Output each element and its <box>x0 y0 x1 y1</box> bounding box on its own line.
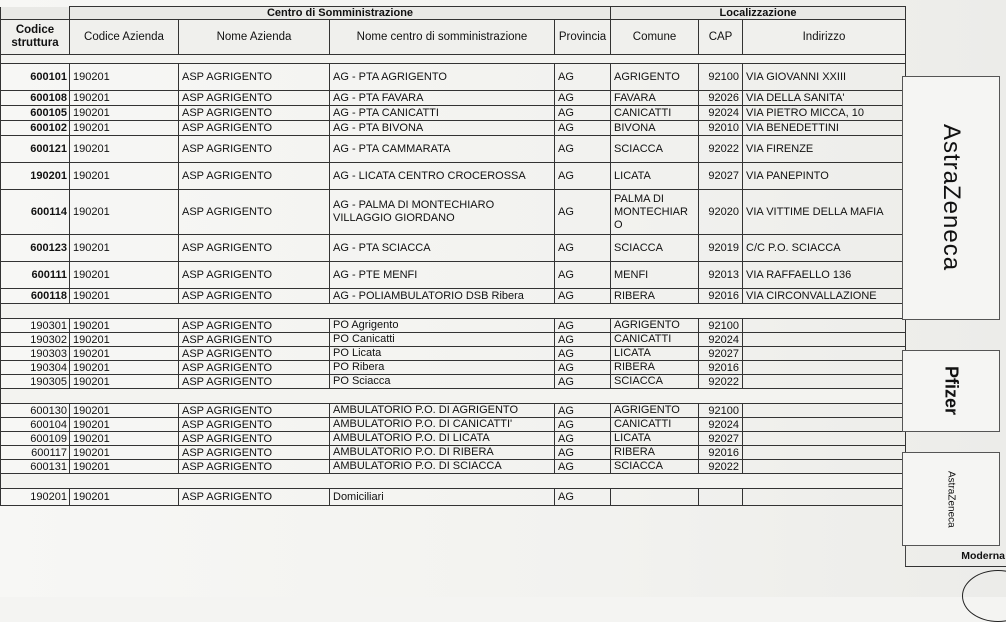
indirizzo-cell <box>743 375 906 389</box>
codice-azienda-cell: 190201 <box>70 235 179 262</box>
provincia-cell: AG <box>555 121 611 136</box>
provincia-cell: AG <box>555 347 611 361</box>
table-row <box>1 121 906 136</box>
codice-azienda-cell: 190201 <box>70 136 179 163</box>
codice-struttura-cell: 600102 <box>1 121 70 136</box>
cap-cell: 92013 <box>699 262 743 289</box>
comune-cell: AGRIGENTO <box>611 404 699 418</box>
comune-cell: AGRIGENTO <box>611 319 699 333</box>
comune-cell: RIBERA <box>611 289 699 304</box>
nome-azienda-cell: ASP AGRIGENTO <box>179 446 330 460</box>
comune-cell: CANICATTI <box>611 418 699 432</box>
nome-centro-cell: AG - PTE MENFI <box>330 262 555 289</box>
cap-cell: 92016 <box>699 446 743 460</box>
nome-centro-cell: AG - PTA BIVONA <box>330 121 555 136</box>
indirizzo-cell <box>743 361 906 375</box>
codice-azienda-cell: 190201 <box>70 347 179 361</box>
nome-centro-cell: PO Canicatti <box>330 333 555 347</box>
nome-centro-cell: AG - PTA FAVARA <box>330 91 555 106</box>
table-row <box>1 163 906 190</box>
codice-azienda-cell: 190201 <box>70 489 179 506</box>
cap-cell: 92027 <box>699 347 743 361</box>
table-row <box>1 319 906 333</box>
indirizzo-cell <box>743 432 906 446</box>
centers-table <box>0 6 906 506</box>
col-provincia: Provincia <box>555 20 611 55</box>
codice-azienda-cell: 190201 <box>70 319 179 333</box>
nome-azienda-cell: ASP AGRIGENTO <box>179 432 330 446</box>
comune-cell: RIBERA <box>611 361 699 375</box>
codice-struttura-cell: 600118 <box>1 289 70 304</box>
codice-struttura-cell: 190305 <box>1 375 70 389</box>
table-row <box>1 361 906 375</box>
codice-struttura-cell: 600114 <box>1 190 70 235</box>
codice-azienda-cell: 190201 <box>70 432 179 446</box>
indirizzo-cell: VIA FIRENZE <box>743 136 906 163</box>
indirizzo-cell <box>743 460 906 474</box>
nome-azienda-cell: ASP AGRIGENTO <box>179 121 330 136</box>
indirizzo-cell: VIA BENEDETTINI <box>743 121 906 136</box>
indirizzo-cell <box>743 347 906 361</box>
comune-cell: LICATA <box>611 432 699 446</box>
indirizzo-cell: VIA CIRCONVALLAZIONE <box>743 289 906 304</box>
pfizer-section <box>1 319 906 389</box>
nome-centro-cell: PO Sciacca <box>330 375 555 389</box>
codice-struttura-cell: 600105 <box>1 106 70 121</box>
nome-centro-cell: PO Agrigento <box>330 319 555 333</box>
indirizzo-cell <box>743 446 906 460</box>
codice-azienda-cell: 190201 <box>70 121 179 136</box>
provincia-cell: AG <box>555 163 611 190</box>
provincia-cell: AG <box>555 319 611 333</box>
table-row <box>1 404 906 418</box>
nome-centro-cell: AG - PTA SCIACCA <box>330 235 555 262</box>
codice-struttura-cell: 190201 <box>1 163 70 190</box>
codice-azienda-cell: 190201 <box>70 163 179 190</box>
provincia-cell: AG <box>555 136 611 163</box>
comune-cell: SCIACCA <box>611 235 699 262</box>
comune-cell: PALMA DI MONTECHIAR O <box>611 190 699 235</box>
nome-centro-cell: AMBULATORIO P.O. DI RIBERA <box>330 446 555 460</box>
comune-cell: CANICATTI <box>611 333 699 347</box>
cap-cell: 92100 <box>699 404 743 418</box>
nome-centro-cell: AMBULATORIO P.O. DI CANICATTI' <box>330 418 555 432</box>
codice-azienda-cell: 190201 <box>70 91 179 106</box>
group-localizzazione-header: Localizzazione <box>611 7 906 20</box>
moderna-label: Moderna <box>905 550 1006 567</box>
astrazeneca-section-2 <box>1 404 906 474</box>
indirizzo-cell <box>743 404 906 418</box>
indirizzo-cell <box>743 418 906 432</box>
nome-centro-cell: Domiciliari <box>330 489 555 506</box>
provincia-cell: AG <box>555 418 611 432</box>
astrazeneca-label: AstraZeneca <box>902 76 1000 320</box>
codice-struttura-cell: 190302 <box>1 333 70 347</box>
nome-azienda-cell: ASP AGRIGENTO <box>179 460 330 474</box>
provincia-cell: AG <box>555 489 611 506</box>
cap-cell: 92024 <box>699 333 743 347</box>
comune-cell: MENFI <box>611 262 699 289</box>
cap-cell: 92026 <box>699 91 743 106</box>
provincia-cell: AG <box>555 460 611 474</box>
codice-azienda-cell: 190201 <box>70 404 179 418</box>
provincia-cell: AG <box>555 262 611 289</box>
table-row <box>1 136 906 163</box>
cap-cell: 92100 <box>699 319 743 333</box>
codice-struttura-cell: 600123 <box>1 235 70 262</box>
cap-cell: 92100 <box>699 64 743 91</box>
nome-azienda-cell: ASP AGRIGENTO <box>179 289 330 304</box>
comune-cell: FAVARA <box>611 91 699 106</box>
codice-struttura-cell: 600108 <box>1 91 70 106</box>
indirizzo-cell: VIA PIETRO MICCA, 10 <box>743 106 906 121</box>
comune-cell: RIBERA <box>611 446 699 460</box>
cap-cell: 92022 <box>699 375 743 389</box>
cap-cell: 92010 <box>699 121 743 136</box>
nome-azienda-cell: ASP AGRIGENTO <box>179 347 330 361</box>
nome-centro-cell: AMBULATORIO P.O. DI AGRIGENTO <box>330 404 555 418</box>
cap-cell: 92027 <box>699 432 743 446</box>
nome-azienda-cell: ASP AGRIGENTO <box>179 489 330 506</box>
provincia-cell: AG <box>555 190 611 235</box>
cap-cell: 92022 <box>699 136 743 163</box>
indirizzo-cell <box>743 319 906 333</box>
table-row <box>1 64 906 91</box>
comune-cell: CANICATTI <box>611 106 699 121</box>
comune-cell: BIVONA <box>611 121 699 136</box>
codice-struttura-cell: 600117 <box>1 446 70 460</box>
col-cap: CAP <box>699 20 743 55</box>
table-row <box>1 460 906 474</box>
nome-azienda-cell: ASP AGRIGENTO <box>179 418 330 432</box>
provincia-cell: AG <box>555 235 611 262</box>
provincia-cell: AG <box>555 361 611 375</box>
col-comune: Comune <box>611 20 699 55</box>
codice-struttura-cell: 600109 <box>1 432 70 446</box>
comune-cell: AGRIGENTO <box>611 64 699 91</box>
header-group-row <box>1 7 906 20</box>
nome-azienda-cell: ASP AGRIGENTO <box>179 262 330 289</box>
pfizer-label: Pfizer <box>902 350 1000 432</box>
table-row <box>1 235 906 262</box>
cap-cell: 92019 <box>699 235 743 262</box>
provincia-cell: AG <box>555 91 611 106</box>
nome-azienda-cell: ASP AGRIGENTO <box>179 375 330 389</box>
codice-azienda-cell: 190201 <box>70 64 179 91</box>
codice-azienda-cell: 190201 <box>70 106 179 121</box>
provincia-cell: AG <box>555 375 611 389</box>
indirizzo-cell <box>743 333 906 347</box>
provincia-cell: AG <box>555 106 611 121</box>
nome-centro-cell: AMBULATORIO P.O. DI SCIACCA <box>330 460 555 474</box>
table-row <box>1 262 906 289</box>
nome-azienda-cell: ASP AGRIGENTO <box>179 404 330 418</box>
table-row <box>1 91 906 106</box>
header-row <box>1 20 906 55</box>
spacer-row <box>1 304 906 319</box>
cap-cell: 92024 <box>699 106 743 121</box>
nome-azienda-cell: ASP AGRIGENTO <box>179 106 330 121</box>
comune-cell <box>611 489 699 506</box>
nome-azienda-cell: ASP AGRIGENTO <box>179 91 330 106</box>
provincia-cell: AG <box>555 333 611 347</box>
nome-centro-cell: AG - PTA AGRIGENTO <box>330 64 555 91</box>
codice-azienda-cell: 190201 <box>70 460 179 474</box>
comune-cell: SCIACCA <box>611 136 699 163</box>
codice-struttura-cell: 190303 <box>1 347 70 361</box>
codice-azienda-cell: 190201 <box>70 361 179 375</box>
col-nome-centro: Nome centro di somministrazione <box>330 20 555 55</box>
codice-azienda-cell: 190201 <box>70 262 179 289</box>
nome-centro-cell: AG - PALMA DI MONTECHIARO VILLAGGIO GIORDANO <box>330 190 555 235</box>
nome-centro-cell: AG - POLIAMBULATORIO DSB Ribera <box>330 289 555 304</box>
nome-centro-cell: PO Licata <box>330 347 555 361</box>
table-row <box>1 289 906 304</box>
indirizzo-cell: VIA VITTIME DELLA MAFIA <box>743 190 906 235</box>
indirizzo-cell: VIA PANEPINTO <box>743 163 906 190</box>
col-indirizzo: Indirizzo <box>743 20 906 55</box>
comune-cell: SCIACCA <box>611 460 699 474</box>
provincia-cell: AG <box>555 432 611 446</box>
indirizzo-cell: VIA GIOVANNI XXIII <box>743 64 906 91</box>
cap-cell: 92016 <box>699 361 743 375</box>
codice-struttura-cell: 600111 <box>1 262 70 289</box>
comune-cell: LICATA <box>611 347 699 361</box>
codice-struttura-cell: 600101 <box>1 64 70 91</box>
cap-cell: 92016 <box>699 289 743 304</box>
nome-azienda-cell: ASP AGRIGENTO <box>179 190 330 235</box>
nome-azienda-cell: ASP AGRIGENTO <box>179 136 330 163</box>
nome-centro-cell: AG - LICATA CENTRO CROCEROSSA <box>330 163 555 190</box>
cap-cell: 92027 <box>699 163 743 190</box>
spacer-row <box>1 389 906 404</box>
codice-azienda-cell: 190201 <box>70 333 179 347</box>
codice-struttura-cell: 190301 <box>1 319 70 333</box>
table-row <box>1 333 906 347</box>
codice-azienda-cell: 190201 <box>70 446 179 460</box>
codice-struttura-cell: 600131 <box>1 460 70 474</box>
codice-azienda-cell: 190201 <box>70 190 179 235</box>
table-row <box>1 446 906 460</box>
provincia-cell: AG <box>555 64 611 91</box>
nome-azienda-cell: ASP AGRIGENTO <box>179 319 330 333</box>
codice-struttura-cell: 600121 <box>1 136 70 163</box>
pen-mark <box>962 570 1006 622</box>
nome-centro-cell: AMBULATORIO P.O. DI LICATA <box>330 432 555 446</box>
codice-struttura-cell: 190304 <box>1 361 70 375</box>
table-row <box>1 489 906 506</box>
table-row <box>1 432 906 446</box>
astrazeneca-section <box>1 64 906 304</box>
spacer-row <box>1 55 906 64</box>
comune-cell: SCIACCA <box>611 375 699 389</box>
cap-cell: 92024 <box>699 418 743 432</box>
indirizzo-cell <box>743 489 906 506</box>
provincia-cell: AG <box>555 446 611 460</box>
indirizzo-cell: C/C P.O. SCIACCA <box>743 235 906 262</box>
comune-cell: LICATA <box>611 163 699 190</box>
nome-azienda-cell: ASP AGRIGENTO <box>179 361 330 375</box>
col-nome-azienda: Nome Azienda <box>179 20 330 55</box>
codice-struttura-cell: 600130 <box>1 404 70 418</box>
group-centro-header: Centro di Somministrazione <box>70 7 611 20</box>
provincia-cell: AG <box>555 289 611 304</box>
nome-azienda-cell: ASP AGRIGENTO <box>179 333 330 347</box>
spacer-row <box>1 474 906 489</box>
codice-struttura-cell: 190201 <box>1 489 70 506</box>
codice-azienda-cell: 190201 <box>70 418 179 432</box>
table-row <box>1 106 906 121</box>
table-row <box>1 418 906 432</box>
nome-centro-cell: PO Ribera <box>330 361 555 375</box>
nome-azienda-cell: ASP AGRIGENTO <box>179 163 330 190</box>
table-row <box>1 375 906 389</box>
nome-centro-cell: AG - PTA CANICATTI <box>330 106 555 121</box>
indirizzo-cell: VIA DELLA SANITA' <box>743 91 906 106</box>
nome-azienda-cell: ASP AGRIGENTO <box>179 235 330 262</box>
cap-cell <box>699 489 743 506</box>
cap-cell: 92020 <box>699 190 743 235</box>
col-codice-azienda: Codice Azienda <box>70 20 179 55</box>
nome-centro-cell: AG - PTA CAMMARATA <box>330 136 555 163</box>
astrazeneca-label-small: AstraZeneca <box>902 452 1000 546</box>
cap-cell: 92022 <box>699 460 743 474</box>
table-row <box>1 347 906 361</box>
codice-azienda-cell: 190201 <box>70 289 179 304</box>
nome-azienda-cell: ASP AGRIGENTO <box>179 64 330 91</box>
provincia-cell: AG <box>555 404 611 418</box>
codice-azienda-cell: 190201 <box>70 375 179 389</box>
moderna-section <box>1 489 906 506</box>
indirizzo-cell: VIA RAFFAELLO 136 <box>743 262 906 289</box>
codice-struttura-cell: 600104 <box>1 418 70 432</box>
table-row <box>1 190 906 235</box>
col-codice-struttura: Codice struttura <box>1 20 70 55</box>
